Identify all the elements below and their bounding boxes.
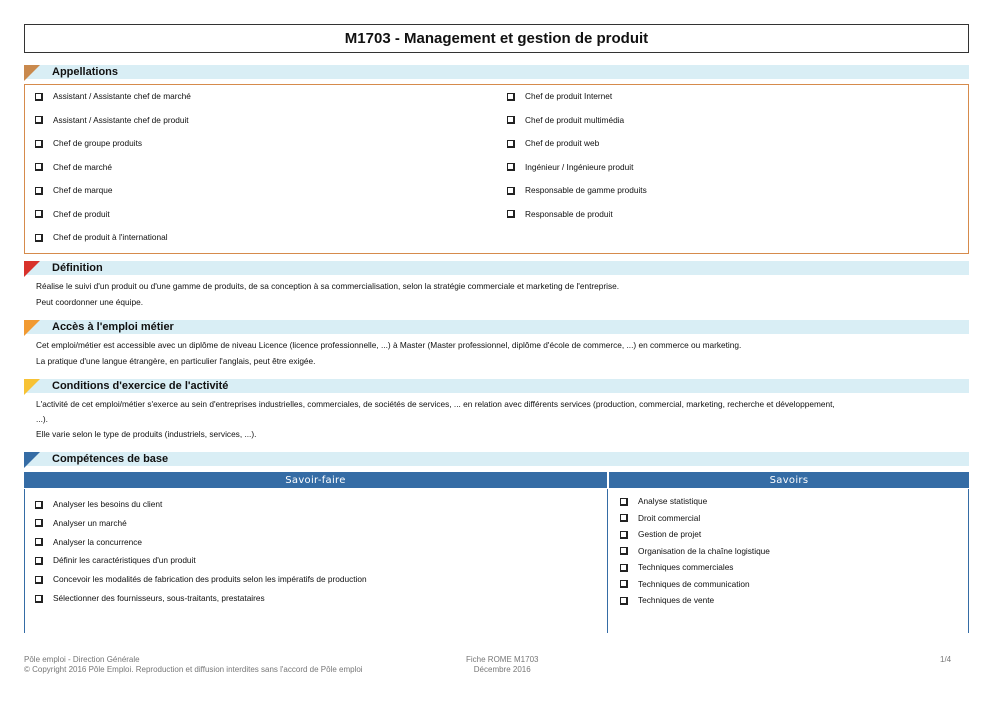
conditions-line: ...). [36, 414, 48, 424]
item-label: Techniques de vente [638, 595, 715, 605]
checkbox-bullet-icon [620, 498, 627, 505]
item-label: Assistant / Assistante chef de marché [53, 91, 191, 101]
appellation-item [35, 185, 113, 195]
item-label: Techniques de communication [638, 578, 750, 589]
appellations-box [24, 84, 969, 254]
checkbox-bullet-icon [35, 93, 42, 100]
item-label: Chef de produit à l'international [53, 232, 168, 242]
checkbox-bullet-icon [620, 580, 627, 587]
appellation-item [35, 138, 142, 148]
section-header-definition [24, 261, 969, 275]
page-number: 1/4 [940, 655, 952, 664]
checkbox-bullet-icon [35, 210, 42, 217]
appellation-item [507, 115, 624, 125]
corner-marker-icon [24, 65, 40, 81]
section-header-appellations [24, 65, 969, 79]
definition-text [36, 280, 619, 309]
item-label: Analyse statistique [638, 496, 708, 506]
section-header-competences [24, 452, 969, 466]
appellation-item [507, 138, 599, 148]
section-title-definition: Définition [52, 262, 103, 274]
definition-line: Peut coordonner une équipe. [36, 297, 144, 307]
savoir-faire-item [35, 537, 142, 547]
savoir-item [620, 546, 770, 556]
checkbox-bullet-icon [620, 531, 627, 538]
footer-center [466, 655, 538, 675]
section-title-appellations: Appellations [52, 66, 119, 78]
item-label: Gestion de projet [638, 529, 702, 539]
savoir-item [620, 513, 700, 523]
savoir-faire-header [24, 472, 607, 488]
conditions-text [36, 398, 835, 441]
footer-page [940, 655, 951, 665]
section-header-conditions [24, 379, 969, 393]
checkbox-bullet-icon [35, 116, 42, 123]
savoirs-title: Savoirs [769, 474, 809, 486]
corner-marker-icon [24, 379, 40, 395]
acces-text [36, 339, 741, 368]
acces-line: Cet emploi/métier est accessible avec un diplôme de niveau Licence (licence professionnelle, ...) à Master (Master professionnel, diplôme d'école de commerce, ...) en commerce ou marketing. [36, 340, 742, 350]
item-label: Chef de groupe produits [53, 138, 143, 148]
item-label: Sélectionner des fournisseurs, sous-traitants, prestataires [53, 593, 265, 603]
item-label: Concevoir les modalités de fabrication des produits selon les impératifs de production [53, 574, 367, 585]
checkbox-bullet-icon [620, 564, 627, 571]
section-title-acces: Accès à l'emploi métier [52, 321, 174, 333]
checkbox-bullet-icon [507, 210, 514, 217]
item-label: Chef de produit Internet [525, 91, 613, 101]
checkbox-bullet-icon [507, 187, 514, 194]
checkbox-bullet-icon [620, 597, 627, 604]
item-label: Chef de produit web [525, 138, 600, 148]
checkbox-bullet-icon [507, 116, 514, 123]
item-label: Chef de produit multimédia [525, 114, 625, 125]
conditions-line: L'activité de cet emploi/métier s'exerce au sein d'entreprises industrielles, commerciales, de sociétés de services, ... en relation avec différents services (production, commercial, marketing, recherche et développement, [36, 399, 835, 409]
checkbox-bullet-icon [35, 234, 42, 241]
corner-marker-icon [24, 320, 40, 336]
page-title-text: M1703 - Management et gestion de produit [344, 30, 649, 47]
appellation-item [35, 115, 189, 125]
checkbox-bullet-icon [620, 514, 627, 521]
savoir-faire-title: Savoir-faire [285, 474, 346, 486]
item-label: Analyser la concurrence [53, 536, 143, 547]
savoir-faire-item [35, 499, 162, 509]
savoir-faire-item [35, 555, 196, 565]
savoir-faire-item [35, 518, 127, 528]
checkbox-bullet-icon [507, 93, 514, 100]
section-title-conditions: Conditions d'exercice de l'activité [52, 380, 229, 392]
item-label: Responsable de gamme produits [525, 185, 647, 195]
item-label: Chef de marque [53, 185, 113, 195]
appellation-item [35, 91, 191, 101]
page-title [24, 24, 969, 53]
footer-org: Pôle emploi - Direction Générale [24, 655, 140, 664]
item-label: Chef de marché [53, 161, 113, 172]
appellation-item [507, 91, 612, 101]
item-label: Techniques commerciales [638, 562, 734, 572]
savoirs-list [607, 489, 969, 633]
checkbox-bullet-icon [620, 547, 627, 554]
savoir-item [620, 579, 750, 589]
appellation-item [35, 162, 112, 172]
corner-marker-icon [24, 261, 40, 277]
footer-left [24, 655, 363, 675]
item-label: Responsable de produit [525, 208, 613, 219]
appellation-item [35, 232, 168, 242]
item-label: Organisation de la chaîne logistique [638, 545, 770, 556]
savoir-item [620, 595, 714, 605]
conditions-line: Elle varie selon le type de produits (industriels, services, ...). [36, 429, 257, 439]
appellation-item [507, 209, 613, 219]
checkbox-bullet-icon [35, 576, 42, 583]
footer-copyright: © Copyright 2016 Pôle Emploi. Reproduction et diffusion interdites sans l'accord de Pôle emploi [24, 665, 363, 674]
checkbox-bullet-icon [35, 519, 42, 526]
savoir-item [620, 529, 701, 539]
footer-date: Décembre 2016 [473, 665, 531, 674]
section-title-competences: Compétences de base [52, 453, 169, 465]
checkbox-bullet-icon [35, 538, 42, 545]
appellation-item [35, 209, 110, 219]
checkbox-bullet-icon [35, 557, 42, 564]
item-label: Analyser un marché [53, 517, 127, 528]
definition-line: Réalise le suivi d'un produit ou d'une gamme de produits, de sa conception à sa commercialisation, selon la stratégie commerciale et marketing de l'entreprise. [36, 281, 620, 291]
appellation-item [507, 185, 647, 195]
checkbox-bullet-icon [35, 595, 42, 602]
savoir-faire-list [24, 489, 608, 633]
checkbox-bullet-icon [35, 501, 42, 508]
checkbox-bullet-icon [507, 140, 514, 147]
savoir-faire-item [35, 593, 265, 603]
acces-line: La pratique d'une langue étrangère, en particulier l'anglais, peut être exigée. [36, 356, 316, 366]
section-header-acces [24, 320, 969, 334]
checkbox-bullet-icon [35, 163, 42, 170]
savoir-faire-item [35, 574, 367, 584]
item-label: Analyser les besoins du client [53, 499, 163, 509]
corner-marker-icon [24, 452, 40, 468]
savoirs-header [609, 472, 969, 488]
checkbox-bullet-icon [35, 187, 42, 194]
savoir-item [620, 562, 733, 572]
checkbox-bullet-icon [507, 163, 514, 170]
item-label: Définir les caractéristiques d'un produit [53, 555, 196, 566]
item-label: Ingénieur / Ingénieure produit [525, 161, 634, 172]
item-label: Droit commercial [638, 512, 701, 523]
savoir-item [620, 496, 707, 506]
appellation-item [507, 162, 633, 172]
footer-fiche: Fiche ROME M1703 [466, 655, 539, 664]
checkbox-bullet-icon [35, 140, 42, 147]
item-label: Assistant / Assistante chef de produit [53, 114, 189, 125]
item-label: Chef de produit [53, 208, 110, 219]
